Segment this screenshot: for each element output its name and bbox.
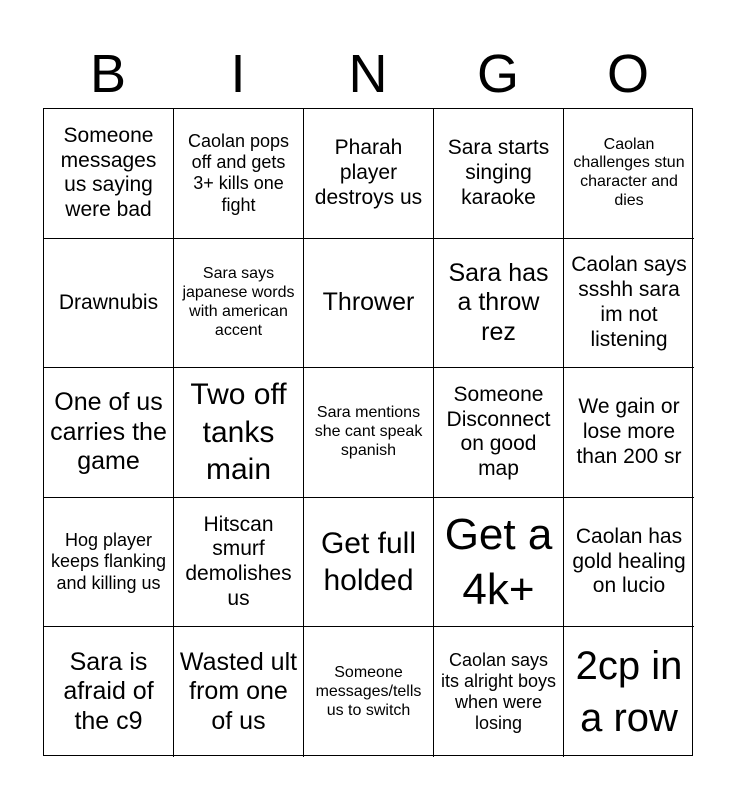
bingo-cell: Caolan pops off and gets 3+ kills one fight <box>174 109 304 239</box>
bingo-cell: Get a 4k+ <box>434 498 564 628</box>
bingo-cell: Caolan has gold healing on lucio <box>564 498 694 628</box>
bingo-cell: We gain or lose more than 200 sr <box>564 368 694 498</box>
bingo-cell: Someone messages/tells us to switch <box>304 627 434 757</box>
bingo-cell: Sara has a throw rez <box>434 239 564 369</box>
header-letter-g: G <box>476 44 519 104</box>
bingo-cell: Hitscan smurf demolishes us <box>174 498 304 628</box>
bingo-board <box>43 108 693 756</box>
header-letter-o: O <box>606 44 649 104</box>
bingo-cell: Pharah player destroys us <box>304 109 434 239</box>
bingo-cell: One of us carries the game <box>44 368 174 498</box>
bingo-cell: Hog player keeps flanking and killing us <box>44 498 174 628</box>
header-letter-n: N <box>348 44 388 104</box>
bingo-cell: Sara says japanese words with american accent <box>174 239 304 369</box>
bingo-cell: Caolan challenges stun character and dies <box>564 109 694 239</box>
bingo-cell: Caolan says ssshh sara im not listening <box>564 239 694 369</box>
header-letter-b: B <box>89 44 127 104</box>
bingo-cell: Drawnubis <box>44 239 174 369</box>
bingo-header <box>43 40 693 108</box>
header-letter-i: I <box>230 44 246 104</box>
bingo-cell: 2cp in a row <box>575 644 683 741</box>
bingo-cell: Someone Disconnect on good map <box>434 368 564 498</box>
bingo-cell: Sara starts singing karaoke <box>434 109 564 239</box>
bingo-cell: Someone messages us saying were bad <box>44 109 174 239</box>
bingo-cell: Sara mentions she cant speak spanish <box>304 368 434 498</box>
bingo-cell: Thrower <box>304 239 434 369</box>
bingo-cell: Wasted ult from one of us <box>174 627 304 757</box>
bingo-cell: Get full holded <box>304 498 434 628</box>
bingo-cell: Two off tanks main <box>174 368 304 498</box>
bingo-cell: Caolan says its alright boys when were losing <box>434 627 564 757</box>
bingo-cell: Sara is afraid of the c9 <box>44 627 174 757</box>
